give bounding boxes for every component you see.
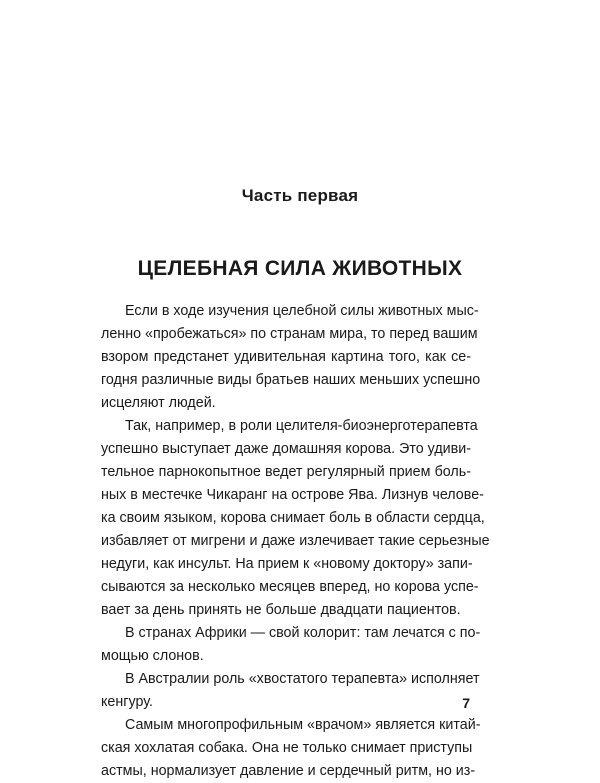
text-line: ленно «пробежаться» по странам мира, то перед вашим — [101, 326, 478, 342]
text-line: успешно выступает даже домашняя корова. Это удиви- — [101, 441, 471, 457]
text-line: кенгуру. — [101, 694, 153, 710]
chapter-title: ЦЕЛЕБНАЯ СИЛА ЖИВОТНЫХ — [137, 257, 463, 280]
text-line: Так, например, в роли целителя-биоэнерготерапевта — [125, 418, 478, 434]
text-line: В Австралии роль «хвостатого терапевта» исполняет — [125, 671, 480, 687]
text-line: В странах Африки — свой колорит: там лечатся с по- — [125, 625, 481, 641]
text-line: избавляет от мигрени и даже излечивает такие серьезные — [101, 533, 490, 549]
text-line: исцеляют людей. — [101, 395, 216, 411]
text-line: годня различные виды братьев наших меньших успешно — [101, 372, 481, 388]
text-line: недуги, как инсульт. На прием к «новому доктору» запи- — [101, 556, 473, 572]
text-line: Самым многопрофильным «врачом» является китай- — [125, 717, 481, 733]
text-line: сываются за несколько месяцев вперед, но корова успе- — [101, 579, 479, 595]
text-line: вает за день принять не больше двадцати пациентов. — [101, 602, 461, 618]
text-line: тельное парнокопытное ведет регулярный прием боль- — [101, 464, 471, 480]
text-line: астмы, нормализует давление и сердечный ритм, но из- — [101, 763, 476, 779]
part-title: Часть первая — [241, 186, 359, 205]
text-line: взором предстанет удивительная картина того, как се- — [101, 349, 471, 365]
text-line: мощью слонов. — [101, 648, 204, 664]
page-number: 7 — [462, 695, 470, 711]
text-line: ская хохлатая собака. Она не только снимает приступы — [101, 740, 473, 756]
text-line: Если в ходе изучения целебной силы животных мыс- — [125, 303, 479, 319]
text-line: ка своим языком, корова снимает боль в области сердца, — [101, 510, 485, 526]
text-line: ных в местечке Чикаранг на острове Ява. Лизнув челове- — [101, 487, 484, 503]
body-text — [101, 300, 490, 783]
